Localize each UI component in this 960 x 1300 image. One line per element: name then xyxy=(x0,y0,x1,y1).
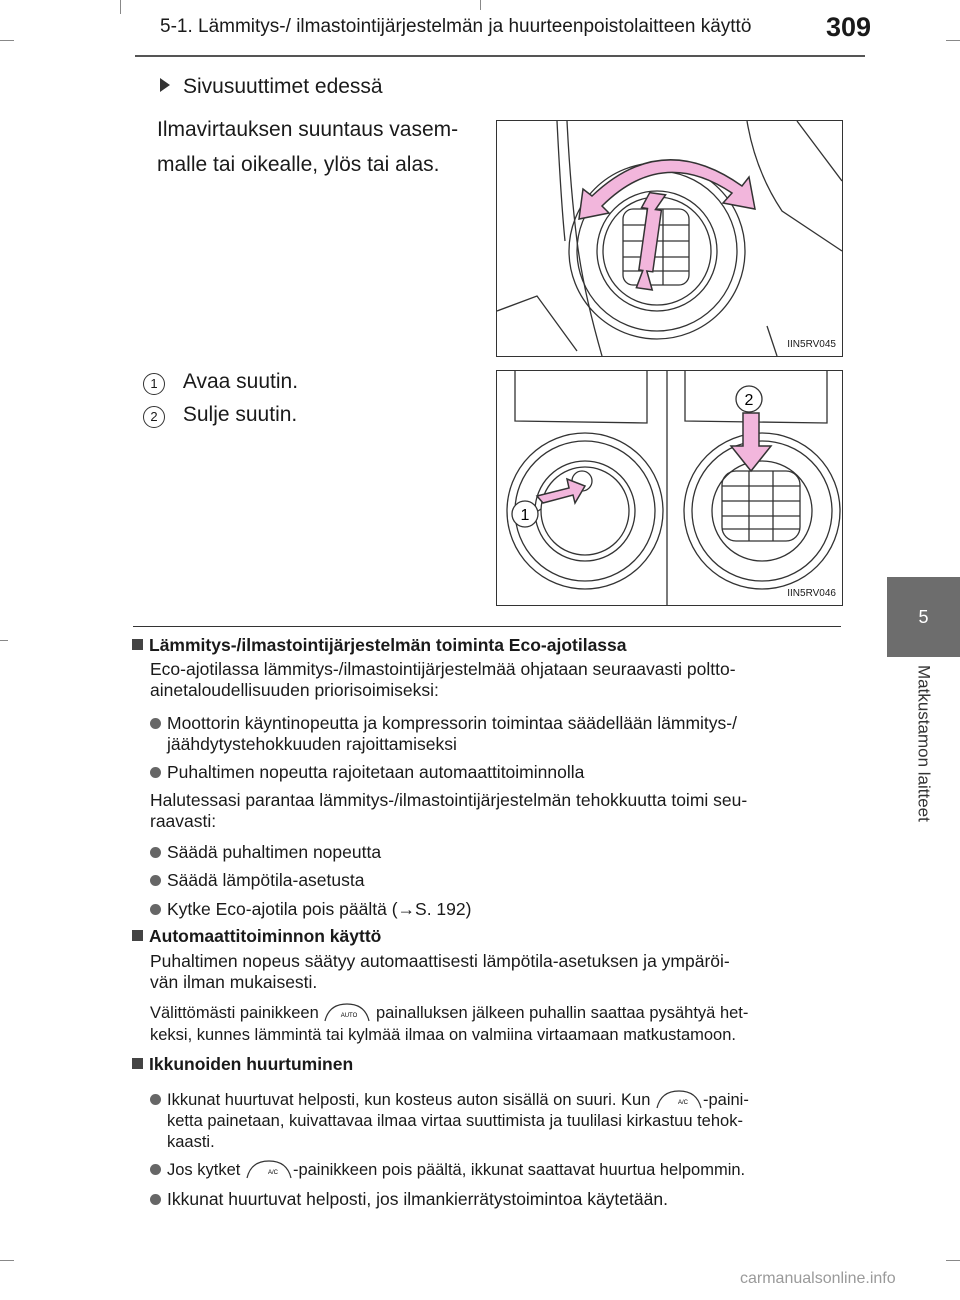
eco-bullet-1-cont: jäähdytystehokkuuden rajoittamiseksi xyxy=(167,734,457,754)
auto-heading-text: Automaattitoiminnon käyttö xyxy=(149,926,382,946)
fog-bullet-3 xyxy=(132,1189,860,1210)
fog-bullet-1-cont: ketta painetaan, kuivattavaa ilmaa virtaa suuttimista ja tuulilasi kirkastuu tehok- xyxy=(167,1112,743,1130)
circle-bullet-icon xyxy=(150,875,161,886)
chapter-number: 5 xyxy=(918,606,929,627)
circle-bullet-icon xyxy=(150,767,161,778)
svg-text:A/C: A/C xyxy=(267,1170,278,1176)
crop-mark xyxy=(120,0,121,14)
eco-heading-text: Lämmitys-/ilmastointijärjestelmän toiminta Eco-ajotilassa xyxy=(149,635,627,655)
eco-intro-line: Eco-ajotilassa lämmitys-/ilmastointijärjestelmää ohjataan seuraavasti poltto- xyxy=(150,659,736,679)
step-text: Sulje suutin. xyxy=(182,403,298,426)
crop-mark xyxy=(480,0,481,10)
figure-code: IIN5RV046 xyxy=(787,588,836,599)
step-text: Avaa suutin. xyxy=(182,370,299,393)
figure-vent-open-close xyxy=(496,370,843,606)
circle-bullet-icon xyxy=(150,1194,161,1205)
bullet-text: Puhaltimen nopeutta rajoitetaan automaattitoiminnolla xyxy=(167,762,585,782)
fog-bullet-1-cont: kaasti. xyxy=(167,1133,215,1151)
square-bullet-icon xyxy=(132,639,143,650)
auto-heading xyxy=(132,926,842,947)
step-1 xyxy=(143,364,298,399)
bullet-text: Kytke Eco-ajotila pois päältä (→S. 192) xyxy=(167,899,472,919)
section-divider xyxy=(133,626,841,627)
ac-button-icon xyxy=(245,1159,293,1179)
note-text: Välittömästi painikkeen xyxy=(150,1004,319,1022)
callout-1: 1 xyxy=(520,507,530,524)
fog-heading xyxy=(132,1054,842,1075)
crop-mark xyxy=(946,40,960,41)
crop-mark xyxy=(0,640,8,641)
svg-text:AUTO: AUTO xyxy=(341,1013,358,1019)
auto-button-icon xyxy=(323,1002,371,1022)
eco-improve-line: Halutessasi parantaa lämmitys-/ilmastointijärjestelmän tehokkuutta toimi seu- xyxy=(150,790,748,810)
bullet-text: Säädä lämpötila-asetusta xyxy=(167,870,365,890)
fog-bullet-1 xyxy=(132,1089,860,1111)
bullet-text: Moottorin käyntinopeutta ja kompressorin toimintaa säädellään lämmitys-/ xyxy=(167,713,737,733)
page-number: 309 xyxy=(826,12,872,42)
bullet-text: -paini- xyxy=(702,1091,749,1109)
figure-side-vent-direction xyxy=(496,120,843,357)
vent-open-close-illustration xyxy=(497,371,842,605)
vent-illustration xyxy=(497,121,842,356)
watermark: carmanualsonline.info xyxy=(740,1270,896,1287)
crop-mark xyxy=(0,1260,14,1261)
auto-note xyxy=(132,1002,860,1024)
auto-line: vän ilman mukaisesti. xyxy=(150,972,318,992)
eco-bullet-3 xyxy=(132,842,860,863)
circle-bullet-icon xyxy=(150,1164,161,1175)
eco-bullet-2 xyxy=(132,762,860,783)
chapter-label xyxy=(887,665,960,865)
bullet-text: Ikkunat huurtuvat helposti, jos ilmankierrätystoimintoa käytetään. xyxy=(167,1189,668,1209)
ac-button-icon xyxy=(655,1089,703,1109)
step-number-circle: 2 xyxy=(143,406,165,428)
eco-bullet-5 xyxy=(132,899,860,920)
callout-2: 2 xyxy=(744,392,754,409)
auto-line: Puhaltimen nopeus säätyy automaattisesti lämpötila-asetuksen ja ympäröi- xyxy=(150,951,730,971)
eco-heading xyxy=(132,635,842,656)
bullet-text: -painikkeen pois päältä, ikkunat saattavat huurtua helpommin. xyxy=(292,1161,746,1179)
step-2 xyxy=(143,397,297,432)
header-title: 5-1. Lämmitys-/ ilmastointijärjestelmän ja huurteenpoistolaitteen käyttö xyxy=(160,16,752,37)
crop-mark xyxy=(0,40,14,41)
section-heading: Sivusuuttimet edessä xyxy=(183,75,383,98)
circle-bullet-icon xyxy=(150,1094,161,1105)
auto-note-line: keksi, kunnes lämmintä tai kylmää ilmaa on valmiina virtaamaan matkustamoon. xyxy=(150,1026,736,1044)
circle-bullet-icon xyxy=(150,718,161,729)
square-bullet-icon xyxy=(132,1058,143,1069)
bullet-text: Jos kytket xyxy=(167,1161,241,1179)
svg-text:A/C: A/C xyxy=(677,1100,688,1106)
chapter-label-text: Matkustamon laitteet xyxy=(914,665,934,822)
eco-improve-line: raavasti: xyxy=(150,811,217,831)
eco-bullet-1 xyxy=(132,713,860,734)
step-number-circle: 1 xyxy=(143,373,165,395)
description-line: malle tai oikealle, ylös tai alas. xyxy=(157,153,440,176)
bullet-text: Ikkunat huurtuvat helposti, kun kosteus auton sisällä on suuri. Kun xyxy=(167,1091,651,1109)
circle-bullet-icon xyxy=(150,847,161,858)
triangle-bullet-icon xyxy=(160,78,170,92)
crop-mark xyxy=(946,1260,960,1261)
square-bullet-icon xyxy=(132,930,143,941)
figure-code: IIN5RV045 xyxy=(787,339,836,350)
fog-bullet-2 xyxy=(132,1159,860,1181)
chapter-tab xyxy=(887,577,960,657)
bullet-text: Säädä puhaltimen nopeutta xyxy=(167,842,382,862)
note-text: painalluksen jälkeen puhallin saattaa pysähtyä het- xyxy=(375,1004,749,1022)
description-line: Ilmavirtauksen suuntaus vasem- xyxy=(157,118,459,141)
eco-bullet-4 xyxy=(132,870,860,891)
header-rule xyxy=(135,55,865,57)
circle-bullet-icon xyxy=(150,904,161,915)
eco-intro-line: ainetaloudellisuuden priorisoimiseksi: xyxy=(150,680,439,700)
fog-heading-text: Ikkunoiden huurtuminen xyxy=(149,1054,354,1074)
